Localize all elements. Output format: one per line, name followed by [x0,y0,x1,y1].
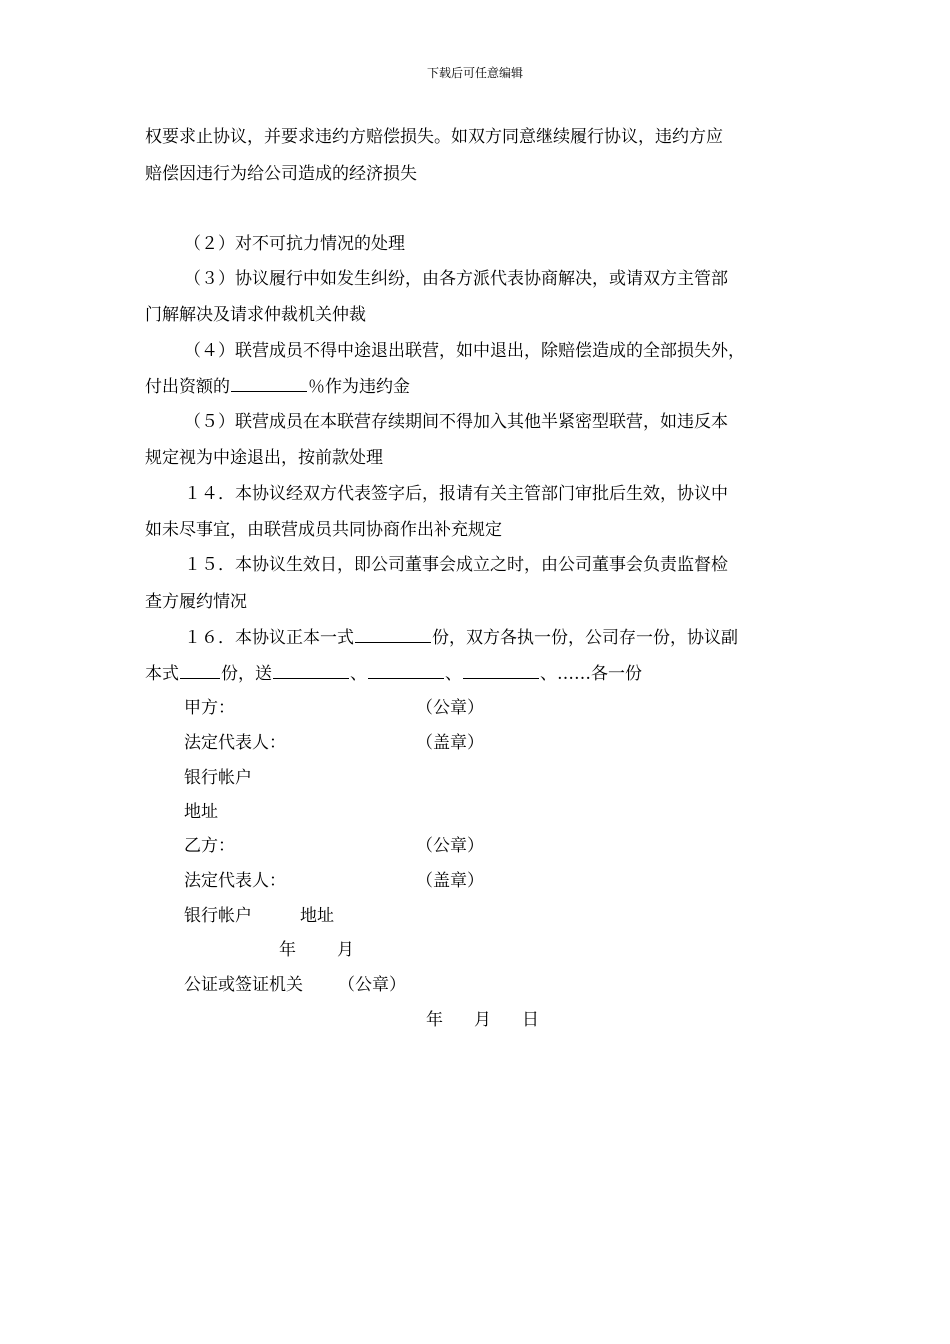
final-date-year: 年 [426,1010,443,1030]
party-a-label: 甲方： [184,698,235,718]
fill-in-blank [355,641,431,643]
clause-14-line-1: １４．本协议经双方代表签字后，报请有关主管部门审批后生效，协议中 [184,484,728,504]
clause-16-text-a: １６．本协议正本一式 [184,628,354,648]
clause-16-text-d: 份，送 [221,664,272,684]
separator: 、 [445,664,462,684]
date-year: 年 [279,940,296,960]
separator: 、 [350,664,367,684]
clause-5-line-2: 规定视为中途退出，按前款处理 [145,448,383,468]
notary-label: 公证或签证机关 [184,975,303,995]
fill-in-blank [273,677,349,679]
page-header: 下载后可任意编辑 [426,66,523,80]
party-b-seal: （公章） [416,836,484,856]
paragraph-line: 权要求止协议，并要求违约方赔偿损失。如双方同意继续履行协议，违约方应 [145,127,723,147]
clause-16-text-b: 份，双方各执一份，公司存一份，协议副 [432,628,738,648]
clause-5-line-1: （５）联营成员在本联营存续期间不得加入其他半紧密型联营，如违反本 [184,412,728,432]
clause-16-line-1 [184,626,738,650]
address-a: 地址 [184,802,218,822]
final-date-month: 月 [474,1010,491,1030]
legal-rep-a-seal: （盖章） [416,733,484,753]
clause-15-line-1: １５．本协议生效日，即公司董事会成立之时，由公司董事会负责监督检 [184,555,728,575]
bank-account-a: 银行帐户 [184,768,252,788]
clause-15-line-2: 查方履约情况 [145,592,247,612]
fill-in-blank [463,677,539,679]
legal-rep-b-seal: （盖章） [416,871,484,891]
bank-account-b: 银行帐户 [184,906,252,926]
clause-4-text-b: ％作为违约金 [308,377,410,397]
legal-rep-a-label: 法定代表人： [184,733,286,753]
clause-2: （２）对不可抗力情况的处理 [184,234,405,254]
party-a-seal: （公章） [416,698,484,718]
date-month: 月 [337,940,354,960]
fill-in-blank [368,677,444,679]
address-b: 地址 [300,906,334,926]
paragraph-line: 赔偿因违行为给公司造成的经济损失 [145,164,417,184]
clause-16-text-c: 本式 [145,664,179,684]
fill-in-blank [180,677,220,679]
clause-16-line-2 [145,662,642,686]
clause-3-line-1: （３）协议履行中如发生纠纷，由各方派代表协商解决，或请双方主管部 [184,269,728,289]
clause-4-line-2 [145,375,410,399]
final-date-day: 日 [522,1010,539,1030]
clause-3-line-2: 门解解决及请求仲裁机关仲裁 [145,305,366,325]
clause-4-text-a: 付出资额的 [145,377,230,397]
notary-seal: （公章） [338,975,406,995]
legal-rep-b-label: 法定代表人： [184,871,286,891]
clause-16-text-e: 、……各一份 [540,664,642,684]
clause-14-line-2: 如未尽事宜，由联营成员共同协商作出补充规定 [145,520,502,540]
clause-4-line-1: （４）联营成员不得中途退出联营，如中退出，除赔偿造成的全部损失外， [184,341,745,361]
fill-in-blank [231,390,307,392]
party-b-label: 乙方： [184,836,235,856]
